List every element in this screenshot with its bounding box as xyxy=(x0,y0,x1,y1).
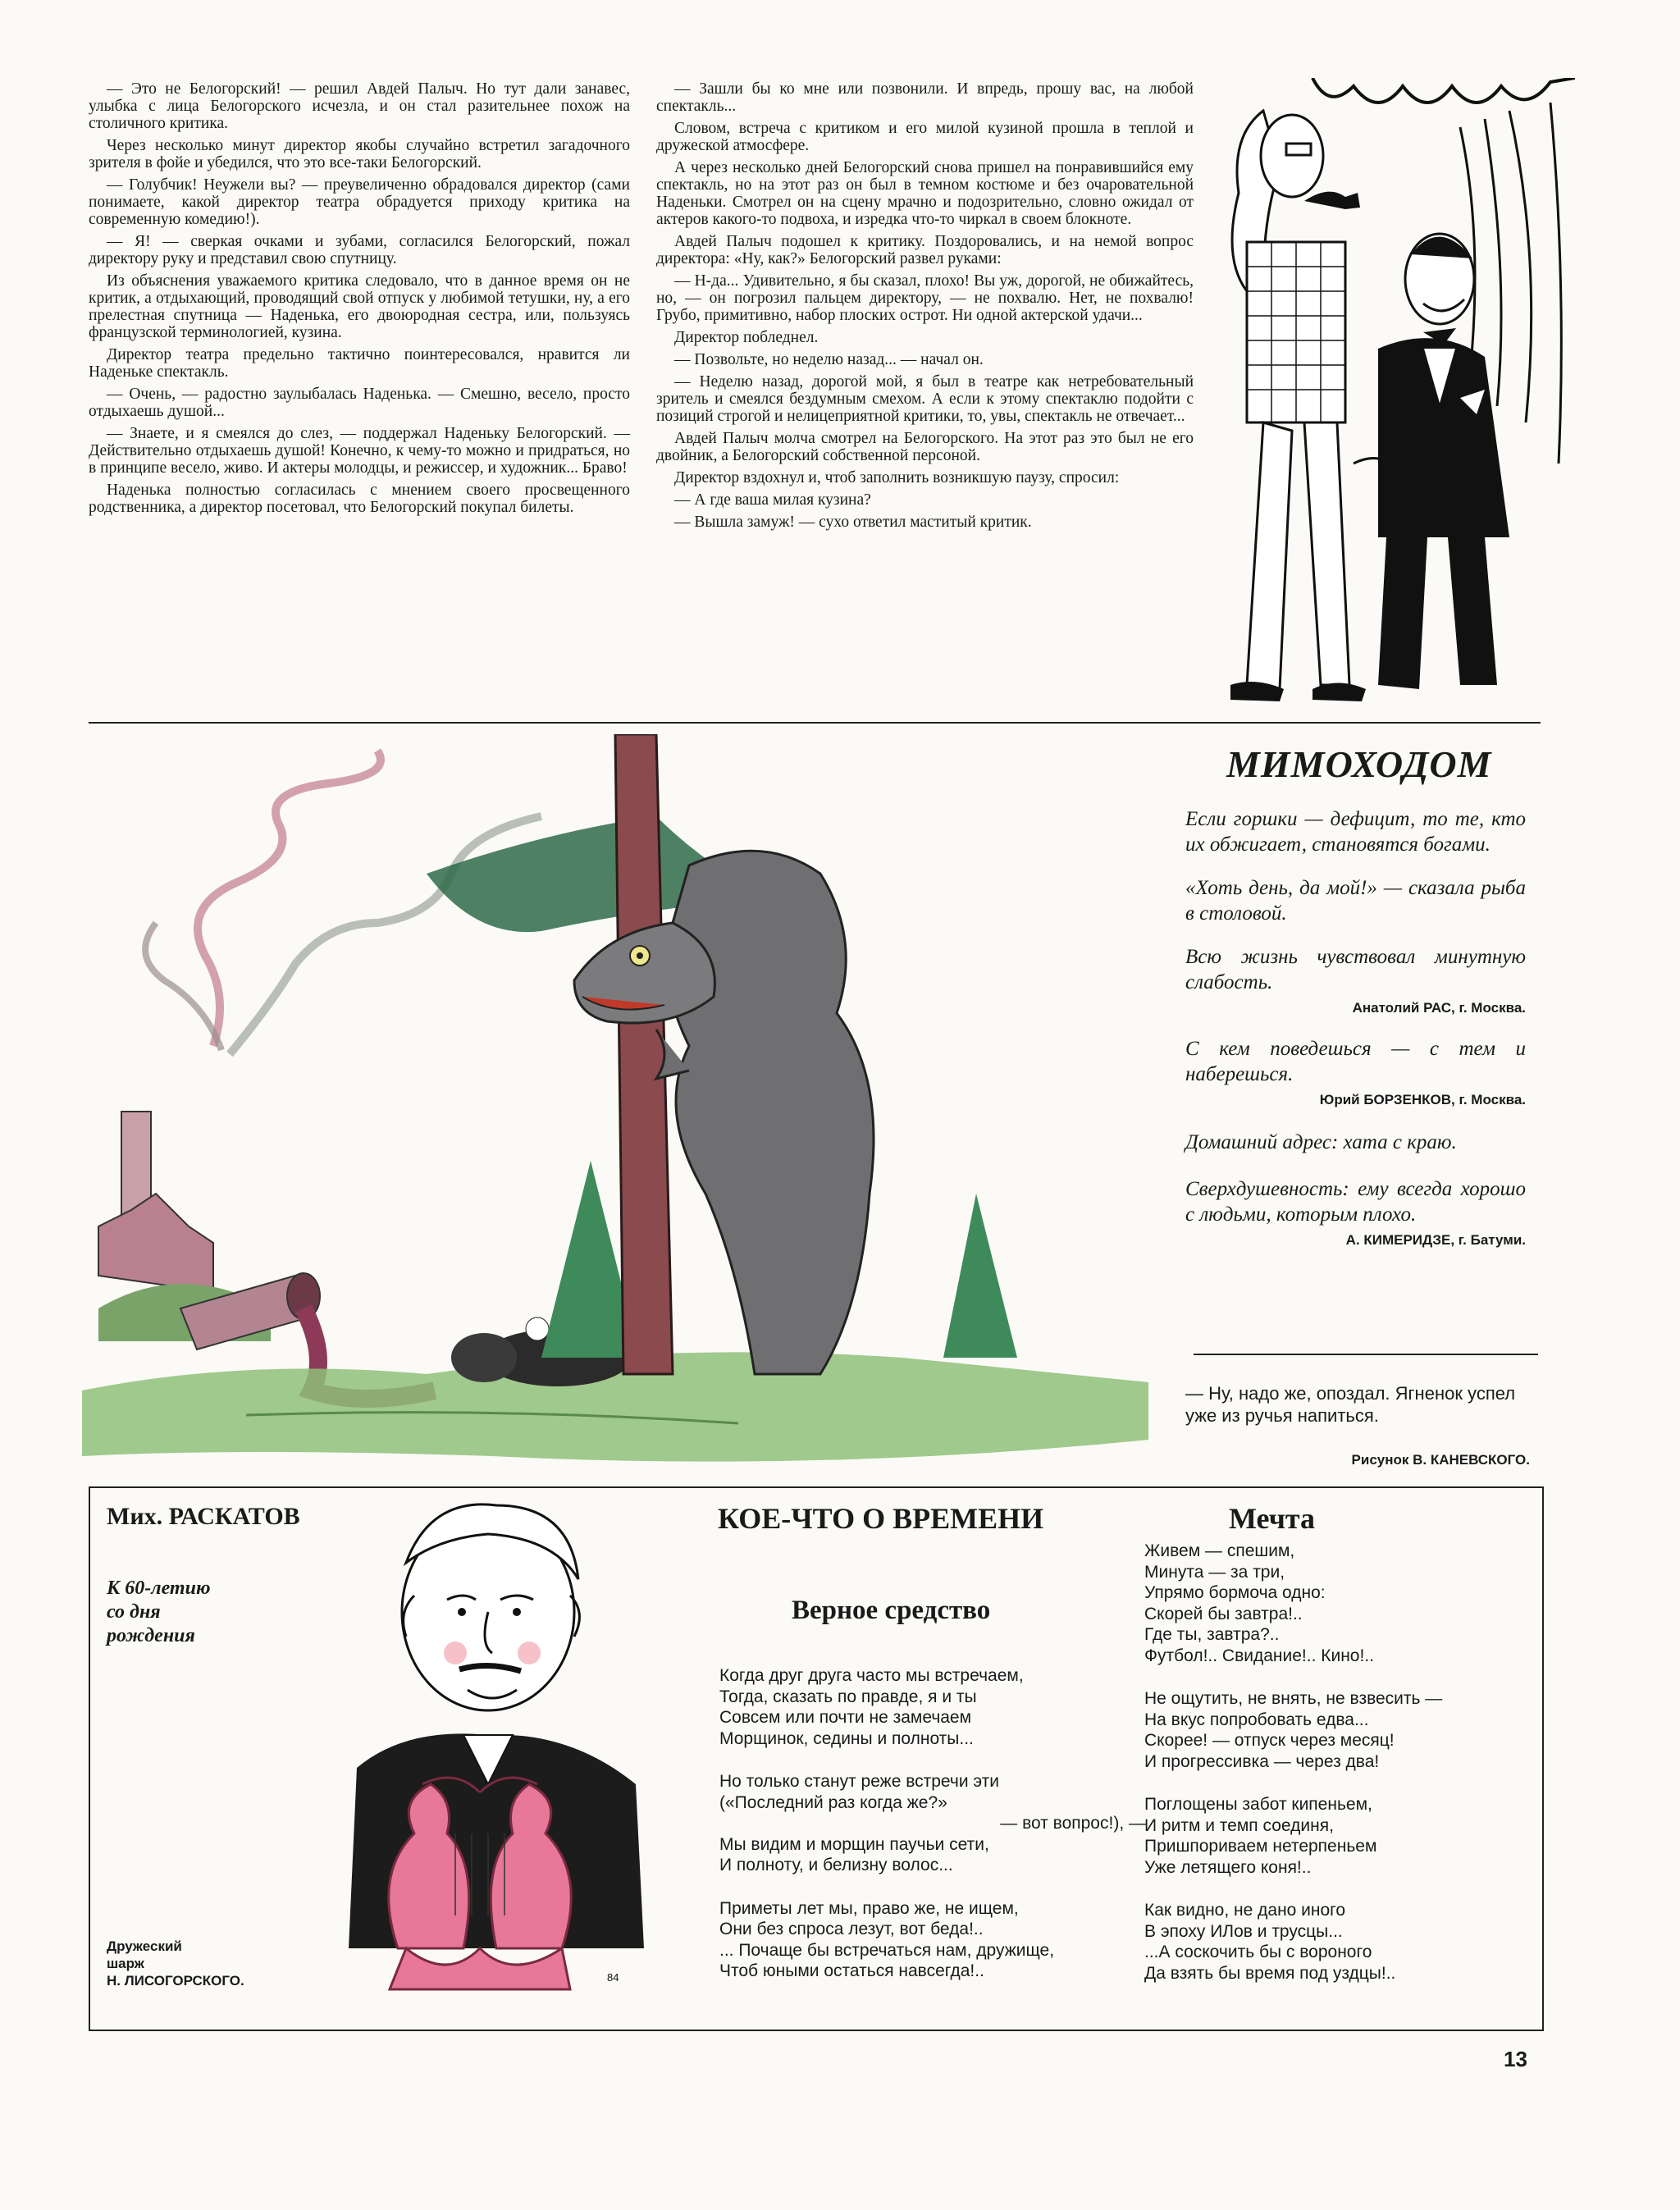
story-paragraph: Наденька полностью согласилась с мнением своего просвещенного родственника, а директор посетовал, что Белогорский покупал билеты. xyxy=(89,482,630,516)
poem2-body xyxy=(1144,1541,1530,2006)
poem-line: («Последний раз когда же?» xyxy=(719,1792,947,1812)
joke-text: С кем поведешься — с тем и наберешься. xyxy=(1185,1038,1526,1085)
mimokhodom-item xyxy=(1185,1130,1526,1155)
poem-line: Скорей бы завтра!.. xyxy=(1144,1604,1303,1623)
poem1-title: Верное средство xyxy=(792,1596,991,1625)
caption-divider xyxy=(1194,1354,1538,1355)
joke-text: Если горшки — дефицит, то те, кто их обжигает, становятся богами. xyxy=(1185,808,1526,856)
story-paragraph: Директор побледнел. xyxy=(674,329,819,346)
story-paragraph: — Это не Белогорский! — решил Авдей Палыч. Но тут дали занавес, улыбка с лица Белогорского исчезла, и он стал разительнее похож на столичного критика. xyxy=(89,80,630,132)
story-paragraph: — Н-да... Удивительно, я бы сказал, плохо! Вы уж, дорогой, не обижайтесь, но, — он погрозил пальцем директору, — не похвалю. Нет, не похвалю! Грубо, примитивно, набор плоских острот. Ни одной актерской удачи... xyxy=(656,272,1194,324)
story-paragraph: — Позвольте, но неделю назад... — начал он. xyxy=(674,351,984,368)
poem-line: Когда друг друга часто мы встречаем, xyxy=(719,1666,1024,1685)
poem-line: Скорее! — отпуск через месяц! xyxy=(1144,1731,1395,1750)
poem-line: Живем — спешим, xyxy=(1144,1541,1295,1560)
poem-line: И ритм и темп соединя, xyxy=(1144,1815,1334,1835)
critic-director-illustration xyxy=(1214,78,1575,710)
cartoon-credit: Рисунок В. КАНЕВСКОГО. xyxy=(1351,1452,1530,1468)
poem-line: ... Почаще бы встречаться нам, дружище, xyxy=(719,1940,1055,1960)
mimokhodom-item xyxy=(1185,1036,1526,1108)
story-paragraph: — Вышла замуж! — сухо ответил маститый критик. xyxy=(674,514,1032,531)
story-paragraph: — А где ваша милая кузина? xyxy=(674,491,871,509)
poet-caricature xyxy=(324,1489,652,1998)
poem-line: И полноту, и белизну волос... xyxy=(719,1856,953,1874)
poem-stanza xyxy=(1144,1900,1530,1984)
poem-line: ...А соскочить бы с вороного xyxy=(1144,1943,1372,1961)
mimokhodom-item xyxy=(1185,944,1526,1016)
story-paragraph: Директор вздохнул и, чтоб заполнить возникшую паузу, спросил: xyxy=(674,469,1120,486)
joke-author: Юрий БОРЗЕНКОВ, г. Москва. xyxy=(1319,1092,1526,1107)
story-paragraph: — Очень, — радостно заулыбалась Наденька. — Смешно, весело, просто отдыхаешь душой... xyxy=(89,386,630,420)
poem-line: Футбол!.. Свидание!.. Кино!.. xyxy=(1144,1646,1374,1665)
poet-name: Мих. РАСКАТОВ xyxy=(107,1503,300,1530)
story-paragraph: Через несколько минут директор якобы случайно встретил загадочного зрителя в фойе и убедился, что это все-таки Белогорский. xyxy=(89,137,630,171)
poem-stanza xyxy=(1144,1794,1530,1878)
poem-stanza xyxy=(1144,1541,1530,1666)
poem-line: Тогда, сказать по правде, я и ты xyxy=(719,1687,977,1706)
section-divider xyxy=(89,722,1541,724)
poem2-title: Мечта xyxy=(1229,1502,1316,1535)
poem-line: И прогрессивка — через два! xyxy=(1144,1751,1380,1771)
joke-text: «Хоть день, да мой!» — сказала рыба в столовой. xyxy=(1185,877,1526,925)
poem-line: Мы видим и морщин паучьи сети, xyxy=(719,1834,989,1854)
story-paragraph: — Голубчик! Неужели вы? — преувеличенно обрадовался директор (сами понимаете, какой директор театра обрадуется приходу критика на современную комедию!). xyxy=(89,176,630,228)
poem-line: Но только станут реже встречи эти xyxy=(719,1772,1000,1791)
mimokhodom-item xyxy=(1185,806,1526,857)
poem-line: В эпоху ИЛов и трусцы... xyxy=(1144,1921,1343,1941)
joke-text: Домашний адрес: хата с краю. xyxy=(1185,1131,1457,1153)
poem-stanza xyxy=(719,1665,1146,1749)
poem-line: Уже летящего коня!.. xyxy=(1144,1857,1312,1877)
story-column-1 xyxy=(89,80,630,521)
mimokhodom-item xyxy=(1185,875,1526,926)
story-paragraph: — Зашли бы ко мне или позвонили. И впредь, прошу вас, на любой спектакль... xyxy=(656,80,1194,115)
poem-stanza xyxy=(1144,1688,1530,1772)
story-paragraph: Из объяснения уважаемого критика следовало, что в данное время он не критик, а отдыхающий, проводящий свой отпуск у любимой тетушки, ну, а его прелестная спутница — Наденька, его двоюродная сестра, или, пользуясь французской терминологией, кузина. xyxy=(89,272,630,341)
poem-line: На вкус попробовать едва... xyxy=(1144,1710,1369,1729)
mimokhodom-title: МИМОХОДОМ xyxy=(1226,743,1492,785)
story-paragraph: — Я! — сверкая очками и зубами, согласился Белогорский, пожал директору руку и представил свою спутницу. xyxy=(89,233,630,267)
caricature-credit: Дружеский шарж Н. ЛИСОГОРСКОГО. xyxy=(107,1938,244,1989)
poem-stanza xyxy=(719,1771,1146,1876)
joke-text: Всю жизнь чувствовал минутную слабость. xyxy=(1185,946,1526,993)
poem-line: Где ты, завтра?.. xyxy=(1144,1625,1280,1644)
poem-line: Не ощутить, не внять, не взвесить — xyxy=(1144,1689,1443,1708)
wolf-cartoon xyxy=(82,734,1173,1489)
poem-line: Чтоб юными остаться навсегда!.. xyxy=(719,1961,984,1980)
poem-line: Совсем или почти не замечаем xyxy=(719,1708,972,1727)
poem-line: Как видно, не дано иного xyxy=(1144,1901,1346,1920)
story-column-2 xyxy=(656,80,1194,536)
story-paragraph: Авдей Палыч молча смотрел на Белогорского. На этот раз это был не его двойник, а Белогорский собственной персоной. xyxy=(656,430,1194,464)
joke-author: Анатолий РАС, г. Москва. xyxy=(1352,1000,1526,1016)
story-paragraph: Авдей Палыч подошел к критику. Поздоровались, и на немой вопрос директора: «Ну, как?» Белогорский развел руками: xyxy=(656,233,1194,267)
poem-line: Минута — за три, xyxy=(1144,1562,1285,1582)
signature-mark: 84 xyxy=(607,1971,619,1984)
poem-line: Упрямо бормоча одно: xyxy=(1144,1583,1326,1602)
story-paragraph: Словом, встреча с критиком и его милой кузиной прошла в теплой и дружеской атмосфере. xyxy=(656,120,1194,154)
mimokhodom-item xyxy=(1185,1176,1526,1249)
anniversary-note: К 60-летию со дня рождения xyxy=(107,1578,211,1646)
poem-line: Морщинок, седины и полноты... xyxy=(719,1728,974,1748)
poem-line: Пришпориваем нетерпеньем xyxy=(1144,1837,1377,1856)
joke-text: Сверхдушевность: ему всегда хорошо с людьми, которым плохо. xyxy=(1185,1178,1526,1226)
poem-line: Поглощены забот кипеньем, xyxy=(1144,1795,1372,1814)
poem-line: — вот вопрос!), — xyxy=(1000,1814,1146,1833)
story-paragraph: — Неделю назад, дорогой мой, я был в театре как нетребовательный зритель и смеялся бездумным смехом. А если к этому спектаклю подойти с позиций строгой и нелицеприятной критики, то, увы, спектакль не отвечает... xyxy=(656,373,1194,425)
story-paragraph: А через несколько дней Белогорский снова пришел на понравившийся ему спектакль, но на этот раз он был в темном костюме и без очаровательной Наденьки. Смотрел он на сцену мрачно и подозрительно, словно ожидал от актеров какого-то подвоха, и изредка что-то чиркал в своем блокноте. xyxy=(656,159,1194,228)
cartoon-caption: — Ну, надо же, опоздал. Ягненок успел уже из ручья напиться. xyxy=(1185,1383,1516,1426)
poem-line: Они без спроса лезут, вот беда!.. xyxy=(719,1920,984,1938)
mimokhodom-list xyxy=(1185,806,1526,1249)
poem-line: Да взять бы время под уздцы!.. xyxy=(1144,1963,1396,1983)
poem1-body xyxy=(719,1665,1146,2004)
page-number: 13 xyxy=(1504,2047,1527,2071)
poem-stanza xyxy=(719,1898,1146,1982)
section-title: КОЕ-ЧТО О ВРЕМЕНИ xyxy=(718,1502,1044,1535)
joke-author: А. КИМЕРИДЗЕ, г. Батуми. xyxy=(1345,1232,1526,1248)
poem-line: Приметы лет мы, право же, не ищем, xyxy=(719,1898,1019,1918)
story-paragraph: — Знаете, и я смеялся до слез, — поддержал Наденьку Белогорский. — Действительно отдыхаешь душой! Конечно, к чему-то можно и придраться, но в принципе весело, живо. И актеры молодцы, и режиссер, и художник... Браво! xyxy=(89,425,630,477)
story-paragraph: Директор театра предельно тактично поинтересовался, нравится ли Наденьке спектакль. xyxy=(89,346,630,381)
